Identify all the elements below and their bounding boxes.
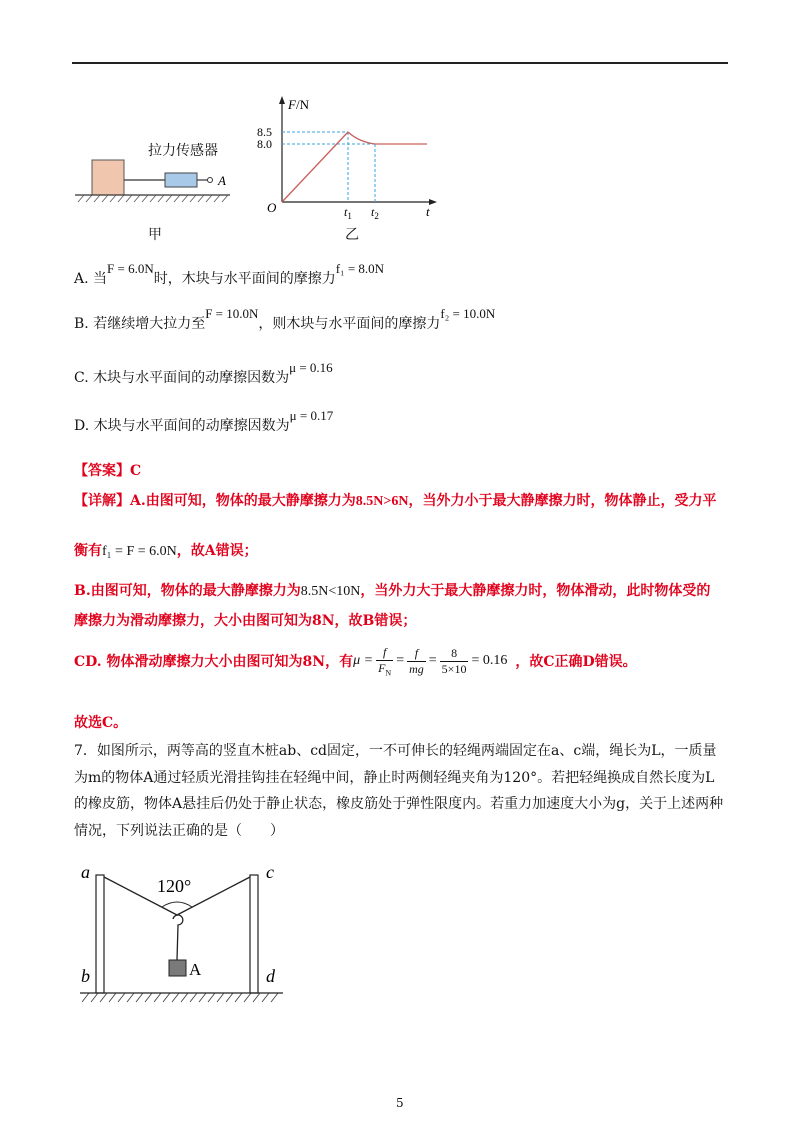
label-d: d [266,966,275,986]
figure-7 [78,860,288,1010]
pole-cd [250,875,258,993]
answer-line: 【答案】C [74,463,142,479]
pole-ab [96,875,104,993]
ground-hatch-7 [82,993,278,1002]
detail-line-1: 【详解】A.由图可知，物体的最大静摩擦力为8.5N>6N，当外力小于最大静摩擦力时，物体静止，受力平 [74,493,717,509]
detail-line-6: 故选C。 [74,715,128,731]
x-axis-arrow [429,199,437,205]
angle-label: 120° [157,876,192,896]
label-c: c [266,862,274,882]
angle-arc [162,902,192,907]
point-a-label: A [218,173,226,188]
x-tick-t2: $t_2$ [371,205,379,221]
caption-yi: 乙 [345,227,359,243]
hook-ring [208,178,213,183]
page-number: 5 [396,1096,404,1110]
detail-line-4: 摩擦力为滑动摩擦力，大小由图可知为8N，故B错误； [74,613,417,629]
caption-jia: 甲 [148,227,162,243]
y-axis-arrow [279,96,285,104]
option-a: A. 当F = 6.0N时，木块与水平面间的摩擦力f₁ = 8.0N [74,261,385,287]
origin-label: O [267,200,277,215]
x-tick-t1: $t_1$ [344,205,352,221]
option-c: C. 木块与水平面间的动摩擦因数为μ = 0.16 [74,360,333,386]
mass-a [169,960,186,976]
y-tick-85: 8.5 [257,125,272,139]
force-sensor [165,173,197,187]
option-d: D. 木块与水平面间的动摩擦因数为μ = 0.17 [74,408,334,434]
ground-hatch [78,195,228,202]
sensor-label: 拉力传感器 [148,143,218,159]
question-7-text: 7．如图所示，两等高的竖直木桩ab、cd固定，一不可伸长的轻绳两端固定在a、c端，绳长为L，一质量为m的物体A通过轻质光滑挂钩挂在轻绳中间，静止时两侧轻绳夹角为120°。若把轻绳换成自然长度为L的橡皮筋，物体A悬挂后仍处于静止状态，橡皮筋处于弹性限度内。若重力加速度大小为g，关于上述两种情况，下列说法正确的是（ ） [74,743,724,839]
wood-block [92,160,124,195]
y-tick-80: 8.0 [257,137,272,151]
force-curve [282,132,348,202]
detail-line-5: CD. 物体滑动摩擦力大小由图可知为8N，有 μ = $\frac{f}{F_N}$ = $\frac{f}{mg}$ = $\frac{8}{5\times 10}$ = 0.16 ，故C正确D错误。 [74,645,637,678]
header-rule [72,62,728,64]
figure-yi [255,92,445,222]
option-b: B. 若继续增大拉力至F = 10.0N，则木块与水平面间的摩擦力f₂ = 10.0N [74,306,496,332]
x-axis-label: t [426,204,430,219]
mass-label: A [189,960,202,979]
label-a: a [81,862,90,882]
label-b: b [81,966,90,986]
detail-line-3: B.由图可知，物体的最大静摩擦力为8.5N<10N，当外力大于最大静摩擦力时，物体滑动，此时物体受的 [74,583,711,599]
y-axis-label: F/N [288,97,309,112]
hook [173,915,183,960]
detail-line-2: 衡有f₁ = F = 6.0N，故A错误； [74,543,258,559]
